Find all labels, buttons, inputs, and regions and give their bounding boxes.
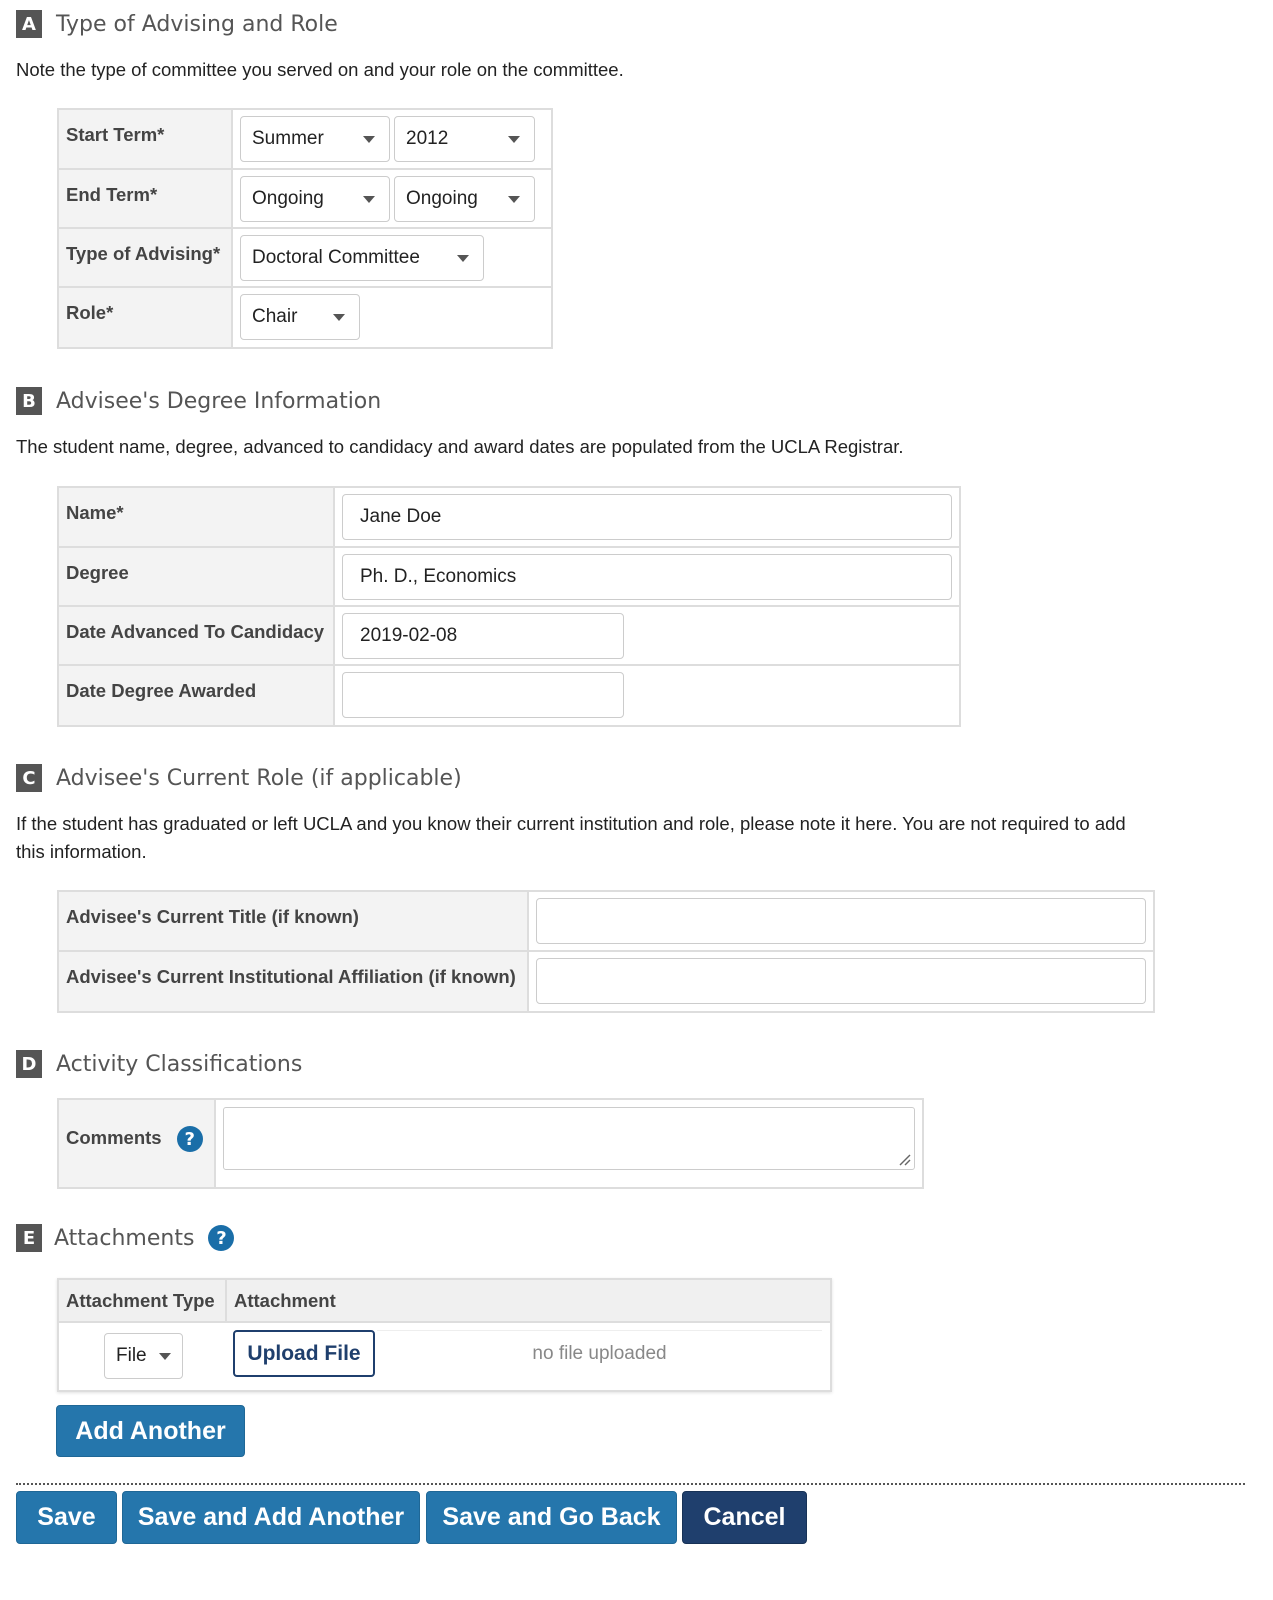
- section-a-title: Type of Advising and Role: [56, 11, 338, 37]
- degree-info-table: [57, 486, 961, 727]
- section-d-header: [16, 1049, 302, 1079]
- question-circle-icon[interactable]: ?: [208, 1225, 234, 1251]
- upload-file-button[interactable]: Upload File: [233, 1330, 375, 1377]
- section-c-badge: C: [16, 764, 42, 792]
- attachment-type-select[interactable]: File: [104, 1333, 183, 1379]
- section-e-badge: E: [16, 1224, 42, 1252]
- type-of-advising-label: Type of Advising*: [58, 228, 232, 287]
- start-year-select[interactable]: 2012: [394, 116, 535, 162]
- attachments-table: [57, 1278, 832, 1392]
- caret-down-icon: [508, 136, 520, 143]
- section-c-description: If the student has graduated or left UCLA and you know their current institution and role, please note it here. You are not required to add this information.: [16, 813, 1126, 862]
- role-label: Role*: [58, 287, 232, 348]
- current-title-label: Advisee's Current Title (if known): [58, 891, 528, 951]
- section-e-title: Attachments: [54, 1225, 195, 1251]
- candidacy-date-input[interactable]: 2019-02-08: [342, 613, 624, 659]
- attachments-header-row: [59, 1280, 830, 1323]
- no-file-text: no file uploaded: [377, 1330, 822, 1377]
- role-select[interactable]: Chair: [240, 294, 360, 340]
- caret-down-icon: [363, 136, 375, 143]
- candidacy-date-label: Date Advanced To Candidacy: [58, 606, 334, 665]
- section-a-header: [16, 9, 338, 39]
- caret-down-icon: [508, 196, 520, 203]
- section-a-badge: A: [16, 10, 42, 38]
- degree-label: Degree: [58, 547, 334, 606]
- comments-label-cell: [58, 1099, 215, 1188]
- end-term-label: End Term*: [58, 169, 232, 228]
- degree-awarded-input[interactable]: [342, 672, 624, 718]
- section-b-badge: B: [16, 387, 42, 415]
- save-button[interactable]: Save: [16, 1491, 117, 1544]
- end-term-select[interactable]: Ongoing: [240, 176, 390, 222]
- classifications-table: [57, 1098, 924, 1189]
- comments-label: Comments: [66, 1126, 162, 1148]
- section-d-badge: D: [16, 1050, 42, 1078]
- current-affiliation-input[interactable]: [536, 958, 1146, 1004]
- question-circle-icon[interactable]: ?: [177, 1126, 203, 1152]
- caret-down-icon: [159, 1353, 171, 1360]
- type-of-advising-select[interactable]: Doctoral Committee: [240, 235, 484, 281]
- footer-divider: [16, 1483, 1245, 1485]
- degree-input[interactable]: Ph. D., Economics: [342, 554, 952, 600]
- section-b-title: Advisee's Degree Information: [56, 388, 382, 414]
- attachment-row: [59, 1323, 830, 1390]
- section-e-header: [16, 1223, 234, 1253]
- attachment-type-header: Attachment Type: [59, 1280, 227, 1321]
- caret-down-icon: [363, 196, 375, 203]
- section-a-description: Note the type of committee you served on and your role on the committee.: [16, 59, 624, 80]
- resize-handle-icon[interactable]: [899, 1154, 911, 1166]
- name-label: Name*: [58, 487, 334, 547]
- section-c-header: [16, 763, 462, 793]
- add-another-button[interactable]: Add Another: [56, 1405, 245, 1457]
- save-and-add-another-button[interactable]: Save and Add Another: [122, 1491, 420, 1544]
- advising-role-table: [57, 108, 553, 349]
- section-b-header: [16, 386, 381, 416]
- caret-down-icon: [333, 314, 345, 321]
- start-term-label: Start Term*: [58, 109, 232, 169]
- caret-down-icon: [457, 255, 469, 262]
- section-d-title: Activity Classifications: [56, 1051, 303, 1077]
- cancel-button[interactable]: Cancel: [682, 1491, 807, 1544]
- end-year-select[interactable]: Ongoing: [394, 176, 535, 222]
- section-b-description: The student name, degree, advanced to candidacy and award dates are populated from the UCLA Registrar.: [16, 436, 904, 457]
- save-and-go-back-button[interactable]: Save and Go Back: [426, 1491, 677, 1544]
- name-input[interactable]: Jane Doe: [342, 494, 952, 540]
- section-c-title: Advisee's Current Role (if applicable): [56, 765, 462, 791]
- attachment-header: Attachment: [234, 1290, 336, 1311]
- degree-awarded-label: Date Degree Awarded: [58, 665, 334, 726]
- start-term-select[interactable]: Summer: [240, 116, 390, 162]
- current-affiliation-label: Advisee's Current Institutional Affiliation (if known): [58, 951, 528, 1012]
- comments-textarea[interactable]: [223, 1107, 915, 1170]
- current-role-table: [57, 890, 1155, 1013]
- current-title-input[interactable]: [536, 898, 1146, 944]
